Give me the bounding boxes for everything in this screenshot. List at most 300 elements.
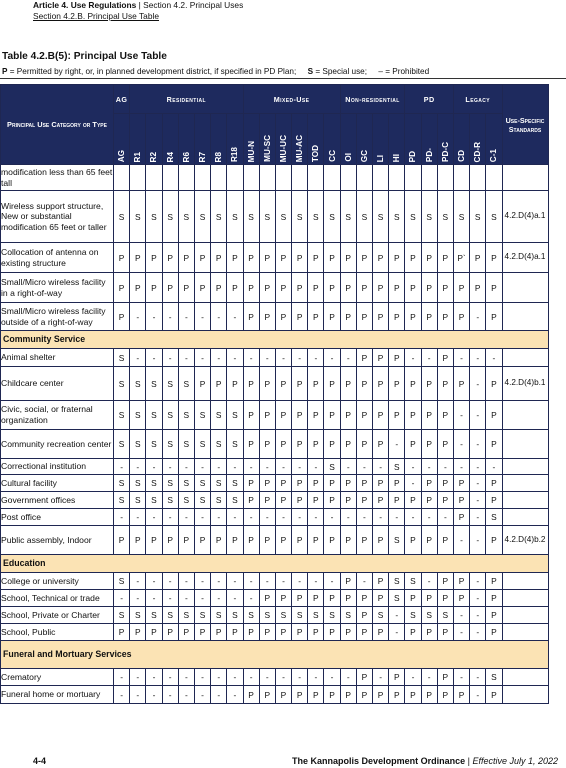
permission-cell: P bbox=[243, 303, 259, 331]
district-column-header bbox=[178, 114, 194, 165]
permission-cell: P bbox=[292, 475, 308, 492]
permission-cell: S bbox=[227, 430, 243, 459]
permission-cell: - bbox=[470, 475, 486, 492]
permission-cell: - bbox=[259, 669, 275, 686]
permission-cell: P bbox=[162, 243, 178, 273]
permission-cell: - bbox=[178, 459, 194, 475]
permission-cell: - bbox=[194, 573, 210, 590]
permission-cell: P bbox=[421, 686, 437, 704]
permission-cell: P bbox=[324, 367, 340, 401]
district-code-header: PD- bbox=[424, 147, 434, 162]
use-name: Government offices bbox=[1, 492, 114, 509]
permission-cell: S bbox=[405, 191, 421, 243]
permission-cell: S bbox=[178, 607, 194, 624]
permission-cell: P bbox=[292, 590, 308, 607]
use-name: Public assembly, Indoor bbox=[1, 526, 114, 555]
permission-cell: - bbox=[324, 669, 340, 686]
permission-cell: - bbox=[405, 509, 421, 526]
district-code-header: MU-UC bbox=[278, 134, 288, 162]
permission-cell bbox=[389, 165, 405, 191]
permission-cell: P bbox=[421, 475, 437, 492]
legend-p-key: P bbox=[2, 67, 8, 76]
permission-cell: P bbox=[373, 303, 389, 331]
district-column-header bbox=[130, 114, 146, 165]
permission-cell: S bbox=[162, 607, 178, 624]
permission-cell: P bbox=[130, 273, 146, 303]
permission-cell: P bbox=[437, 243, 453, 273]
district-code-header: R6 bbox=[181, 151, 191, 162]
permission-cell: P bbox=[421, 367, 437, 401]
group-header: Non-residential bbox=[340, 85, 405, 114]
district-column-header bbox=[211, 114, 227, 165]
district-column-header bbox=[194, 114, 210, 165]
permission-cell: - bbox=[405, 475, 421, 492]
permission-cell: P bbox=[259, 624, 275, 641]
table-row bbox=[1, 669, 549, 686]
footer-doc-title: The Kannapolis Development Ordinance bbox=[292, 756, 466, 766]
permission-cell: P bbox=[405, 526, 421, 555]
use-name: Cultural facility bbox=[1, 475, 114, 492]
permission-cell bbox=[162, 165, 178, 191]
permission-cell: P bbox=[130, 526, 146, 555]
permission-cell bbox=[114, 165, 130, 191]
permission-cell: P bbox=[308, 430, 324, 459]
permission-cell: P bbox=[373, 624, 389, 641]
permission-cell: P bbox=[243, 686, 259, 704]
permission-cell: P bbox=[275, 526, 291, 555]
table-row bbox=[1, 191, 549, 243]
table-title: Table 4.2.B(5): Principal Use Table bbox=[2, 51, 167, 62]
permission-cell: P bbox=[453, 573, 469, 590]
permission-cell: P bbox=[259, 686, 275, 704]
table-row bbox=[1, 573, 549, 590]
permission-cell: - bbox=[243, 573, 259, 590]
permission-cell: - bbox=[146, 509, 162, 526]
permission-cell: - bbox=[421, 349, 437, 367]
permission-cell: P bbox=[486, 475, 502, 492]
table-row bbox=[1, 526, 549, 555]
permission-cell: P bbox=[194, 273, 210, 303]
permission-cell: - bbox=[114, 509, 130, 526]
permission-cell: P bbox=[340, 367, 356, 401]
permission-cell: - bbox=[227, 686, 243, 704]
permission-cell: - bbox=[243, 669, 259, 686]
permission-cell: P bbox=[421, 273, 437, 303]
district-code-header: MU-N bbox=[246, 140, 256, 162]
permission-cell: - bbox=[211, 303, 227, 331]
permission-cell: P bbox=[421, 590, 437, 607]
permission-cell: - bbox=[178, 349, 194, 367]
permission-cell: P bbox=[259, 303, 275, 331]
permission-cell: S bbox=[243, 191, 259, 243]
permission-cell: P bbox=[275, 624, 291, 641]
permission-cell bbox=[324, 165, 340, 191]
permission-cell: - bbox=[308, 669, 324, 686]
permission-cell: - bbox=[178, 303, 194, 331]
permission-cell: P bbox=[356, 624, 372, 641]
permission-cell: P bbox=[243, 273, 259, 303]
permission-cell: - bbox=[114, 686, 130, 704]
permission-cell: P bbox=[340, 573, 356, 590]
permission-cell: S bbox=[389, 573, 405, 590]
permission-cell bbox=[243, 165, 259, 191]
permission-cell: - bbox=[194, 459, 210, 475]
permission-cell: S bbox=[211, 401, 227, 430]
permission-cell: P bbox=[486, 303, 502, 331]
district-code-header: TOD bbox=[311, 144, 321, 162]
permission-cell: P bbox=[324, 475, 340, 492]
permission-cell: P bbox=[194, 624, 210, 641]
permission-cell: P bbox=[275, 367, 291, 401]
permission-cell: S bbox=[211, 430, 227, 459]
permission-cell: P bbox=[259, 401, 275, 430]
table-row bbox=[1, 430, 549, 459]
permission-cell: P bbox=[146, 526, 162, 555]
permission-cell: - bbox=[275, 459, 291, 475]
permission-cell: P bbox=[356, 349, 372, 367]
permission-cell: P bbox=[340, 686, 356, 704]
use-specific-standard bbox=[502, 492, 548, 509]
permission-cell bbox=[211, 165, 227, 191]
permission-cell: - bbox=[162, 349, 178, 367]
permission-cell: P bbox=[178, 273, 194, 303]
permission-cell: S bbox=[275, 191, 291, 243]
permission-cell: P bbox=[356, 526, 372, 555]
permission-cell: P bbox=[421, 624, 437, 641]
legend-dash-text: – = Prohibited bbox=[378, 67, 430, 76]
permission-cell: S bbox=[211, 475, 227, 492]
legend-p-text: = Permitted by right, or, in planned development district, if specified in PD Plan; bbox=[7, 67, 297, 76]
permission-cell: S bbox=[146, 367, 162, 401]
permission-cell: - bbox=[292, 349, 308, 367]
table-row bbox=[1, 590, 549, 607]
section-heading: Funeral and Mortuary Services bbox=[1, 641, 549, 669]
permission-cell: S bbox=[194, 430, 210, 459]
permission-cell: S bbox=[324, 607, 340, 624]
permission-cell: P bbox=[292, 686, 308, 704]
permission-cell bbox=[194, 165, 210, 191]
permission-cell: P bbox=[275, 475, 291, 492]
permission-cell: S bbox=[162, 401, 178, 430]
permission-cell: S bbox=[146, 401, 162, 430]
district-column-header bbox=[421, 114, 437, 165]
permission-cell: P bbox=[421, 430, 437, 459]
permission-cell: P bbox=[211, 526, 227, 555]
permission-cell: - bbox=[421, 573, 437, 590]
permission-cell: P bbox=[453, 303, 469, 331]
permission-cell: - bbox=[211, 573, 227, 590]
use-specific-standard bbox=[502, 590, 548, 607]
district-column-header bbox=[356, 114, 372, 165]
permission-cell: P bbox=[211, 273, 227, 303]
permission-cell: P bbox=[405, 686, 421, 704]
permission-cell: S bbox=[470, 191, 486, 243]
permission-cell: S bbox=[259, 607, 275, 624]
permission-cell: P bbox=[194, 367, 210, 401]
permission-cell: - bbox=[162, 669, 178, 686]
use-name: Animal shelter bbox=[1, 349, 114, 367]
permission-cell: P bbox=[405, 303, 421, 331]
permission-cell: - bbox=[211, 349, 227, 367]
permission-cell: S bbox=[114, 492, 130, 509]
permission-cell: P bbox=[292, 243, 308, 273]
table-row bbox=[1, 459, 549, 475]
permission-cell: - bbox=[227, 590, 243, 607]
permission-cell: P bbox=[324, 303, 340, 331]
district-code-header: MU-AC bbox=[295, 134, 305, 162]
table-row bbox=[1, 509, 549, 526]
permission-cell: P bbox=[437, 624, 453, 641]
district-code-header: R4 bbox=[165, 151, 175, 162]
permission-cell: P bbox=[275, 492, 291, 509]
permission-cell: - bbox=[130, 669, 146, 686]
permission-cell: P bbox=[292, 526, 308, 555]
permission-cell: S bbox=[146, 492, 162, 509]
table-row bbox=[1, 303, 549, 331]
permission-cell: P bbox=[486, 573, 502, 590]
permission-cell: - bbox=[486, 459, 502, 475]
permission-cell bbox=[356, 165, 372, 191]
table-row bbox=[1, 607, 549, 624]
permission-cell: S bbox=[194, 607, 210, 624]
permission-cell: P bbox=[340, 430, 356, 459]
permission-cell: S bbox=[373, 607, 389, 624]
permission-cell: P bbox=[340, 590, 356, 607]
permission-cell: S bbox=[194, 492, 210, 509]
permission-cell: - bbox=[162, 509, 178, 526]
district-column-header bbox=[243, 114, 259, 165]
permission-cell: - bbox=[243, 459, 259, 475]
permission-cell: S bbox=[162, 430, 178, 459]
permission-cell: - bbox=[146, 590, 162, 607]
permission-cell: - bbox=[437, 459, 453, 475]
permission-cell: P bbox=[308, 590, 324, 607]
permission-cell: P bbox=[292, 430, 308, 459]
permission-cell: S bbox=[114, 607, 130, 624]
permission-cell: - bbox=[243, 349, 259, 367]
permission-cell: P bbox=[243, 624, 259, 641]
permission-cell: P bbox=[453, 509, 469, 526]
permission-cell: - bbox=[470, 430, 486, 459]
title-rule bbox=[0, 78, 566, 79]
permission-cell: P bbox=[421, 303, 437, 331]
permission-cell: S bbox=[146, 191, 162, 243]
permission-cell bbox=[437, 165, 453, 191]
use-specific-standard bbox=[502, 669, 548, 686]
district-code-header: GC bbox=[359, 149, 369, 162]
permission-cell: P bbox=[308, 273, 324, 303]
use-name: modification less than 65 feet tall bbox=[1, 165, 114, 191]
permission-cell: P bbox=[373, 367, 389, 401]
permission-cell: - bbox=[470, 669, 486, 686]
use-specific-standard bbox=[502, 401, 548, 430]
permission-cell: S bbox=[275, 607, 291, 624]
permission-cell: S bbox=[292, 191, 308, 243]
permission-cell: P bbox=[146, 273, 162, 303]
district-code-header: R1 bbox=[133, 151, 143, 162]
district-column-header bbox=[453, 114, 469, 165]
permission-cell: P bbox=[114, 303, 130, 331]
district-code-header: HI bbox=[392, 153, 402, 162]
permission-cell: S bbox=[178, 191, 194, 243]
permission-cell: P bbox=[373, 273, 389, 303]
permission-cell: P bbox=[356, 243, 372, 273]
district-column-header bbox=[227, 114, 243, 165]
permission-cell: S bbox=[486, 509, 502, 526]
use-specific-standard: 4.2.D(4)b.2 bbox=[502, 526, 548, 555]
permission-cell: - bbox=[211, 669, 227, 686]
permission-cell bbox=[178, 165, 194, 191]
permission-cell: - bbox=[405, 349, 421, 367]
permission-cell: P bbox=[437, 492, 453, 509]
permission-cell: - bbox=[308, 349, 324, 367]
permission-cell: P bbox=[292, 367, 308, 401]
permission-cell: S bbox=[227, 492, 243, 509]
permission-cell: P bbox=[453, 273, 469, 303]
permission-cell: P bbox=[486, 590, 502, 607]
use-specific-standard bbox=[502, 509, 548, 526]
permission-cell: - bbox=[146, 459, 162, 475]
permission-cell: P bbox=[114, 243, 130, 273]
use-specific-standard bbox=[502, 624, 548, 641]
permission-cell: S bbox=[389, 459, 405, 475]
permission-cell: - bbox=[389, 509, 405, 526]
district-column-header bbox=[389, 114, 405, 165]
permission-cell: S bbox=[178, 367, 194, 401]
permission-cell: S bbox=[178, 492, 194, 509]
permission-cell: - bbox=[470, 509, 486, 526]
permission-cell: P bbox=[114, 526, 130, 555]
permission-cell: S bbox=[486, 191, 502, 243]
use-name: Childcare center bbox=[1, 367, 114, 401]
permission-cell: S bbox=[211, 191, 227, 243]
permission-cell: S bbox=[194, 401, 210, 430]
permission-cell: S bbox=[292, 607, 308, 624]
permission-cell: P bbox=[162, 526, 178, 555]
permission-cell: P bbox=[437, 475, 453, 492]
permission-cell: P bbox=[227, 624, 243, 641]
district-code-header: CD-R bbox=[473, 141, 483, 162]
running-header bbox=[33, 0, 243, 22]
permission-cell: S bbox=[340, 607, 356, 624]
permission-cell: - bbox=[486, 349, 502, 367]
permission-cell: - bbox=[194, 669, 210, 686]
permission-cell: - bbox=[453, 430, 469, 459]
permission-cell: - bbox=[356, 573, 372, 590]
permission-cell: S bbox=[194, 191, 210, 243]
permission-cell: P bbox=[437, 273, 453, 303]
table-row bbox=[1, 367, 549, 401]
permission-cell: - bbox=[259, 349, 275, 367]
permission-cell: - bbox=[453, 459, 469, 475]
use-specific-standard bbox=[502, 459, 548, 475]
permission-cell bbox=[373, 165, 389, 191]
use-specific-standard bbox=[502, 273, 548, 303]
permission-cell: P bbox=[178, 624, 194, 641]
permission-cell: S bbox=[486, 669, 502, 686]
permission-cell: P bbox=[243, 430, 259, 459]
permission-cell: P bbox=[259, 273, 275, 303]
permission-cell: - bbox=[243, 590, 259, 607]
permission-cell: S bbox=[211, 492, 227, 509]
permission-cell: P bbox=[243, 401, 259, 430]
use-name: School, Private or Charter bbox=[1, 607, 114, 624]
permission-cell: P bbox=[259, 526, 275, 555]
permission-cell: S bbox=[324, 459, 340, 475]
permission-cell: P bbox=[421, 492, 437, 509]
permission-cell: S bbox=[162, 191, 178, 243]
permission-cell: - bbox=[146, 303, 162, 331]
district-column-header bbox=[146, 114, 162, 165]
permission-cell: - bbox=[292, 669, 308, 686]
footer-effective-date: Effective July 1, 2022 bbox=[472, 756, 558, 766]
permission-cell: - bbox=[308, 509, 324, 526]
permission-cell: P bbox=[211, 624, 227, 641]
district-column-header bbox=[340, 114, 356, 165]
permission-cell: P bbox=[486, 526, 502, 555]
legend-s-key: S bbox=[307, 67, 314, 76]
district-code-header: CD bbox=[457, 150, 467, 162]
permission-cell: P bbox=[486, 430, 502, 459]
permission-cell: P bbox=[275, 401, 291, 430]
district-code-header: MU-SC bbox=[262, 135, 272, 162]
permission-cell: P bbox=[373, 430, 389, 459]
permission-cell: S bbox=[130, 607, 146, 624]
section-row bbox=[1, 555, 549, 573]
use-name: Civic, social, or fraternal organization bbox=[1, 401, 114, 430]
permission-cell: - bbox=[162, 459, 178, 475]
permission-cell: P bbox=[308, 686, 324, 704]
table-row bbox=[1, 401, 549, 430]
permission-cell: - bbox=[259, 459, 275, 475]
permission-cell: - bbox=[470, 459, 486, 475]
permission-cell: P bbox=[437, 686, 453, 704]
permission-cell: P bbox=[275, 273, 291, 303]
permission-cell: - bbox=[146, 573, 162, 590]
permission-cell: - bbox=[453, 669, 469, 686]
permission-cell: - bbox=[178, 669, 194, 686]
use-name: Small/Micro wireless facility outside of a right-of-way bbox=[1, 303, 114, 331]
permission-cell: P bbox=[356, 686, 372, 704]
permission-cell: - bbox=[194, 509, 210, 526]
district-code-header: CC bbox=[327, 150, 337, 162]
permission-cell: - bbox=[421, 669, 437, 686]
header-separator: | bbox=[136, 0, 144, 10]
use-specific-standard: 4.2.D(4)a.1 bbox=[502, 243, 548, 273]
permission-cell: P bbox=[324, 624, 340, 641]
permission-cell: P bbox=[437, 401, 453, 430]
permission-cell: P bbox=[356, 669, 372, 686]
permission-cell: P bbox=[194, 243, 210, 273]
permission-cell: P bbox=[340, 303, 356, 331]
district-column-header bbox=[324, 114, 340, 165]
district-column-header bbox=[275, 114, 291, 165]
permission-cell: P bbox=[373, 475, 389, 492]
permission-cell: P bbox=[130, 624, 146, 641]
permission-cell: P bbox=[292, 401, 308, 430]
district-code-header: OI bbox=[343, 153, 353, 162]
permission-cell: P bbox=[292, 624, 308, 641]
permission-cell: - bbox=[340, 669, 356, 686]
permission-cell: - bbox=[292, 459, 308, 475]
permission-cell: P bbox=[421, 401, 437, 430]
group-header: PD bbox=[405, 85, 454, 114]
permission-cell: - bbox=[130, 459, 146, 475]
district-code-header: R7 bbox=[198, 151, 208, 162]
district-code-header: R2 bbox=[149, 151, 159, 162]
permission-cell: P bbox=[437, 573, 453, 590]
permission-cell: P bbox=[421, 526, 437, 555]
